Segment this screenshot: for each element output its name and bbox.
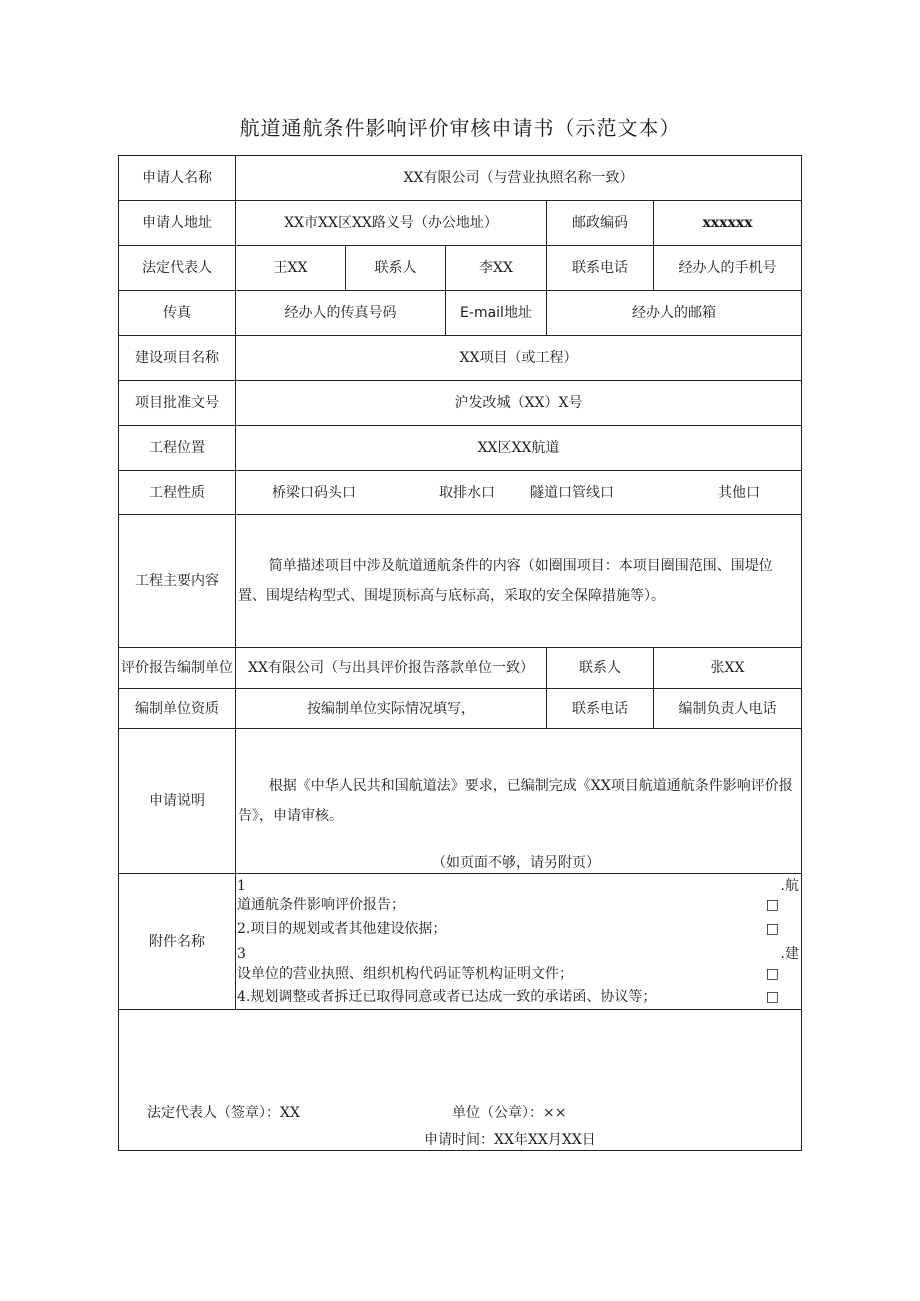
application-note: （如页面不够，请另附页） xyxy=(432,855,600,871)
content-text: 简单描述项目中涉及航道通航条件的内容（如圈围项目：本项目圈围范围、围堤位置、围堤结构型式、围堤顶标高与底标高，采取的安全保障措施等）。 xyxy=(238,558,773,604)
unit-seal: 单位（公章）：×× xyxy=(452,1105,567,1121)
content-label: 工程主要内容 xyxy=(118,514,236,648)
attachments-cell xyxy=(235,873,802,1010)
nature-label: 工程性质 xyxy=(118,470,236,515)
report-phone-value: 编制负责人电话 xyxy=(653,688,802,729)
project-name-label: 建设项目名称 xyxy=(118,335,236,381)
report-phone-label: 联系电话 xyxy=(546,688,654,729)
application-date: 申请时间：XX年XX月XX日 xyxy=(424,1132,596,1148)
attachment-1-checkbox[interactable]: □ xyxy=(765,897,779,913)
fax-value: 经办人的传真号码 xyxy=(235,290,446,336)
contact-value: 李XX xyxy=(445,245,547,291)
report-contact-value: 张XX xyxy=(653,647,802,689)
applicant-address-value: XX市XX区XX路义号（办公地址） xyxy=(235,200,547,246)
phone-value: 经办人的手机号 xyxy=(653,245,802,291)
attachment-4-text: 4.规划调整或者拆迁已取得同意或者已达成一致的承诺函、协议等； xyxy=(237,989,657,1005)
report-unit-value: XX有限公司（与出具评价报告落款单位一致） xyxy=(235,647,547,689)
signature-block xyxy=(118,1009,802,1151)
attachments-label: 附件名称 xyxy=(118,873,236,1010)
attachment-1-text: 道通航条件影响评价报告； xyxy=(237,897,405,913)
contact-label: 联系人 xyxy=(345,245,446,291)
nature-option-other[interactable]: 其他口 xyxy=(718,484,760,501)
attachment-3-checkbox[interactable]: □ xyxy=(765,966,779,982)
attachment-3-wrap: .建 xyxy=(780,946,799,962)
applicant-name-value: XX有限公司（与营业执照名称一致） xyxy=(235,155,802,201)
attachment-1-number: 1 xyxy=(237,878,246,894)
application-cell xyxy=(235,728,802,874)
fax-label: 传真 xyxy=(118,290,236,336)
application-label: 申请说明 xyxy=(118,728,236,874)
content-cell xyxy=(235,514,802,648)
application-text: 根据《中华人民共和国航道法》要求，已编制完成《XX项目航道通航条件影响评价报告》，申请审核。 xyxy=(238,778,793,824)
qualification-label: 编制单位资质 xyxy=(118,688,236,729)
nature-option-bridge-wharf[interactable]: 桥梁口码头口 xyxy=(272,484,356,501)
legal-rep-signature: 法定代表人（签章）：XX xyxy=(147,1105,300,1121)
nature-option-tunnel-pipeline[interactable]: 隧道口管线口 xyxy=(530,484,614,501)
applicant-address-label: 申请人地址 xyxy=(118,200,236,246)
nature-option-water-intake[interactable]: 取排水口 xyxy=(439,484,495,501)
location-label: 工程位置 xyxy=(118,425,236,471)
attachment-3-text: 设单位的营业执照、组织机构代码证等机构证明文件； xyxy=(237,966,573,982)
attachment-2-checkbox[interactable]: □ xyxy=(765,921,779,937)
approval-number-value: 沪发改城（XX）X号 xyxy=(235,380,802,426)
attachment-1-wrap: .航 xyxy=(780,878,799,894)
applicant-name-label: 申请人名称 xyxy=(118,155,236,201)
location-value: XX区XX航道 xyxy=(235,425,802,471)
phone-label: 联系电话 xyxy=(546,245,654,291)
qualification-value: 按编制单位实际情况填写， xyxy=(235,688,547,729)
email-value: 经办人的邮箱 xyxy=(546,290,802,336)
application-form-table xyxy=(118,155,802,1151)
report-unit-label: 评价报告编制单位 xyxy=(118,647,236,689)
attachment-2-text: 2.项目的规划或者其他建设依据； xyxy=(237,921,447,937)
email-label: E-mail地址 xyxy=(445,290,547,336)
report-contact-label: 联系人 xyxy=(546,647,654,689)
postcode-label: 邮政编码 xyxy=(546,200,654,246)
nature-options xyxy=(235,470,802,515)
legal-rep-value: 王XX xyxy=(235,245,346,291)
legal-rep-label: 法定代表人 xyxy=(118,245,236,291)
approval-number-label: 项目批准文号 xyxy=(118,380,236,426)
page-title: 航道通航条件影响评价审核申请书（示范文本） xyxy=(239,116,681,140)
postcode-value: xxxxxx xyxy=(653,200,802,246)
project-name-value: XX项目（或工程） xyxy=(235,335,802,381)
attachment-4-checkbox[interactable]: □ xyxy=(765,989,779,1005)
attachment-3-number: 3 xyxy=(237,946,246,962)
